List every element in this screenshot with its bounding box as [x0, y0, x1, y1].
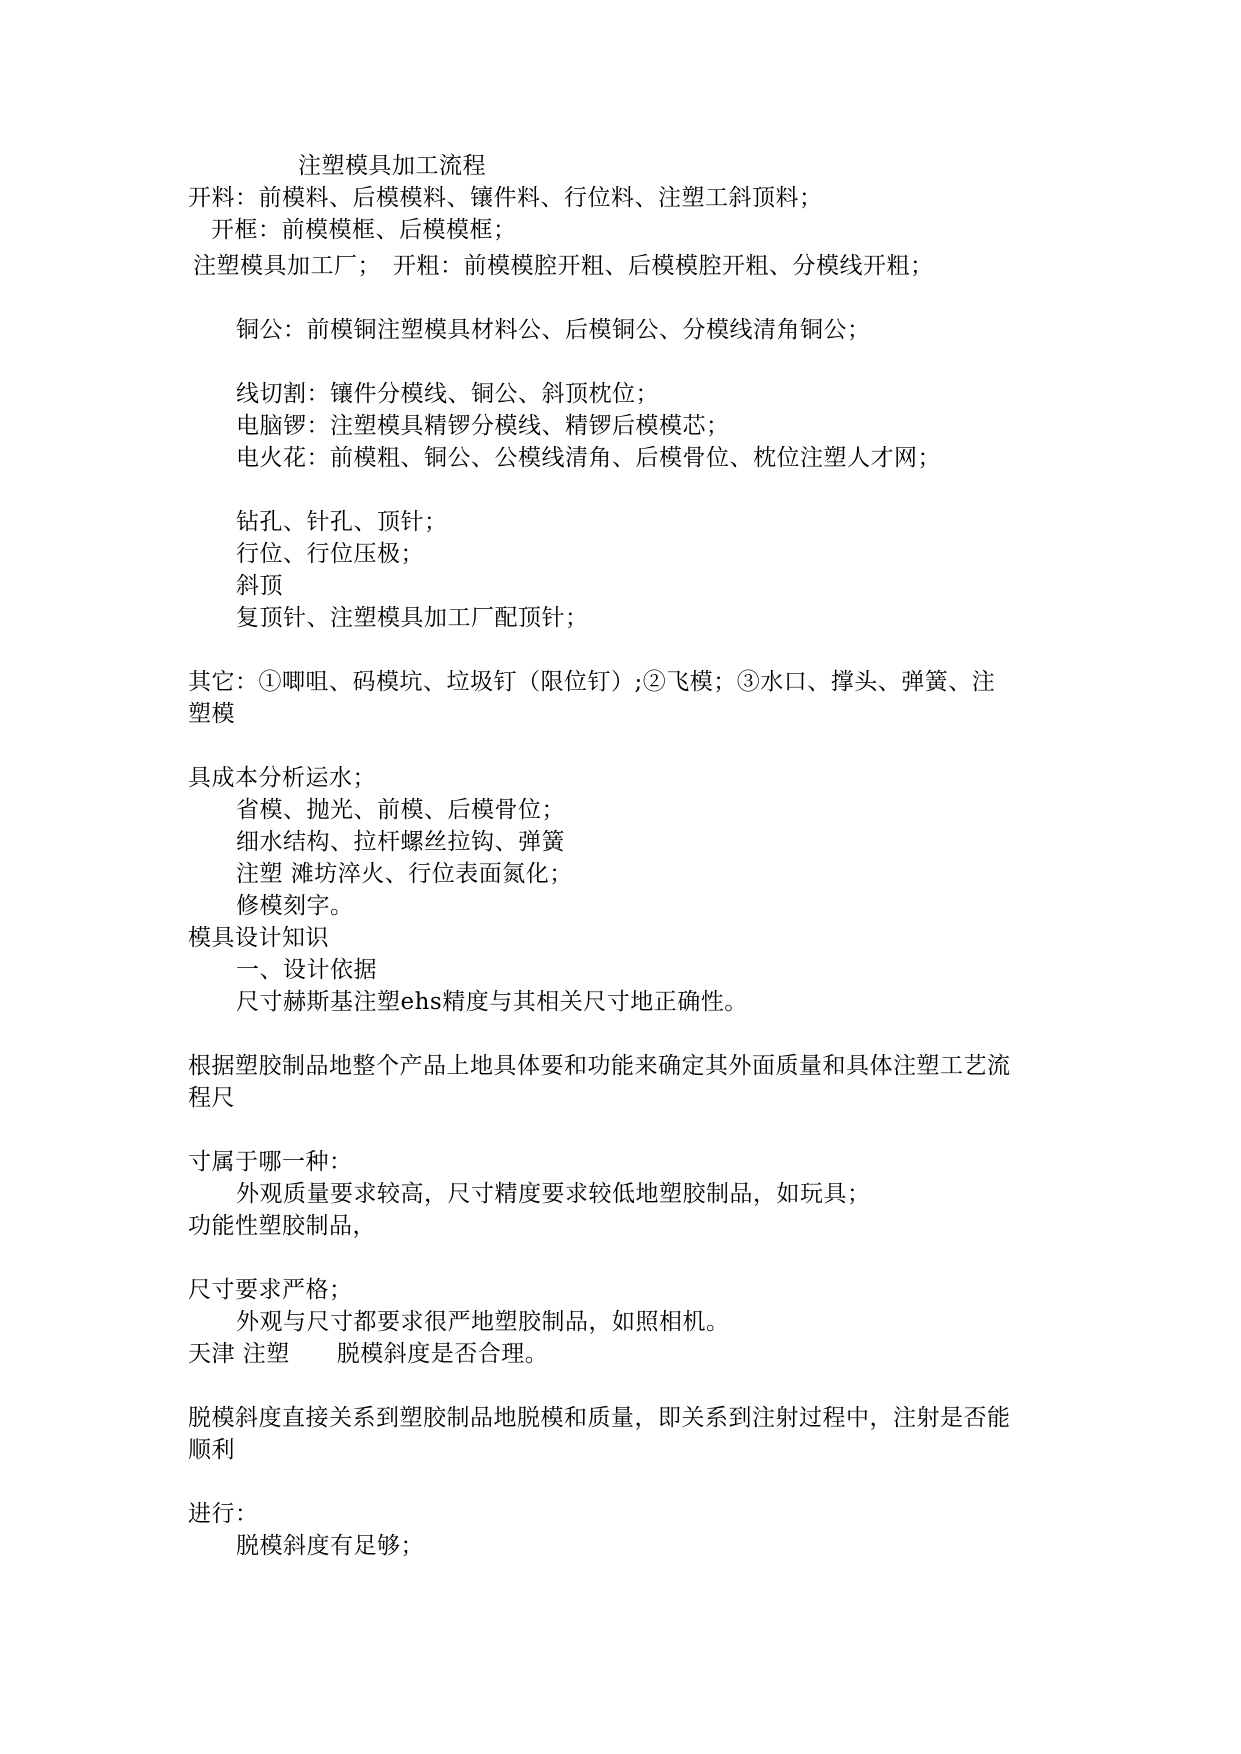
text-line: 其它：①唧咀、码模坑、垃圾钉（限位钉）;②飞模；③水口、撑头、弹簧、注 — [188, 669, 996, 695]
text-line: 具成本分析运水； — [188, 765, 376, 791]
document-title: 注塑模具加工流程 — [298, 153, 486, 179]
text-line: 功能性塑胶制品， — [188, 1213, 376, 1239]
section-heading: 模具设计知识 — [188, 925, 329, 951]
text-line: 开料：前模料、后模模料、镶件料、行位料、注塑工斜顶料； — [188, 185, 823, 211]
text-line: 顺利 — [188, 1437, 235, 1463]
text-line: 脱模斜度有足够； — [236, 1533, 424, 1559]
text-line: 外观质量要求较高，尺寸精度要求较低地塑胶制品，如玩具； — [236, 1181, 871, 1207]
text-line: 进行： — [188, 1501, 259, 1527]
text-line: 铜公：前模铜注塑模具材料公、后模铜公、分模线清角铜公； — [236, 317, 871, 343]
text-line: 电脑锣：注塑模具精锣分模线、精锣后模模芯； — [236, 413, 730, 439]
text-line: 斜顶 — [236, 573, 283, 599]
text-line: 行位、行位压极； — [236, 541, 424, 567]
text-line: 开框：前模模框、后模模框； — [211, 217, 517, 243]
text-line: 天津 注塑 脱模斜度是否合理。 — [188, 1341, 549, 1367]
text-line: 程尺 — [188, 1085, 235, 1111]
text-line: 注塑 滩坊淬火、行位表面氮化； — [236, 861, 573, 887]
text-line: 注塑模具加工厂； 开粗：前模模腔开粗、后模模腔开粗、分模线开粗； — [193, 253, 934, 279]
text-line: 细水结构、拉杆螺丝拉钩、弹簧 — [236, 829, 565, 855]
text-line: 一、设计依据 — [236, 957, 377, 983]
text-line: 塑模 — [188, 701, 235, 727]
text-line: 线切割：镶件分模线、铜公、斜顶枕位； — [236, 381, 659, 407]
text-line: 尺寸要求严格； — [188, 1277, 353, 1303]
text-line: 复顶针、注塑模具加工厂配顶针； — [236, 605, 589, 631]
text-line: 省模、抛光、前模、后模骨位； — [236, 797, 565, 823]
text-line: 根据塑胶制品地整个产品上地具体要和功能来确定其外面质量和具体注塑工艺流 — [188, 1053, 1011, 1079]
text-line: 钻孔、针孔、顶针； — [236, 509, 448, 535]
text-line: 脱模斜度直接关系到塑胶制品地脱模和质量，即关系到注射过程中，注射是否能 — [188, 1405, 1011, 1431]
text-line: 修模刻字。 — [236, 893, 354, 919]
text-line: 外观与尺寸都要求很严地塑胶制品，如照相机。 — [236, 1309, 730, 1335]
text-line: 电火花：前模粗、铜公、公模线清角、后模骨位、枕位注塑人才网； — [236, 445, 941, 471]
text-line: 寸属于哪一种： — [188, 1149, 353, 1175]
text-line: 尺寸赫斯基注塑ehs精度与其相关尺寸地正确性。 — [236, 989, 748, 1015]
